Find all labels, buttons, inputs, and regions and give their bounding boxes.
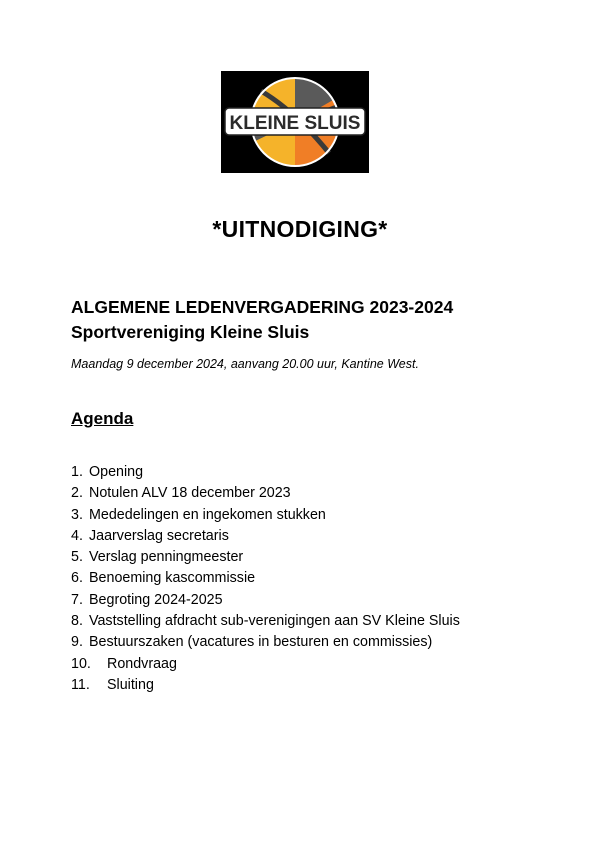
agenda-item-number: 5. (71, 549, 83, 566)
agenda-item-number: 8. (71, 613, 83, 630)
agenda-list (71, 462, 460, 696)
agenda-item-number: 10. (71, 655, 91, 672)
agenda-item (71, 675, 460, 696)
agenda-item (71, 547, 460, 568)
agenda-item-number: 1. (71, 464, 83, 480)
agenda-item-number: 7. (71, 591, 83, 608)
agenda-item-number: 3. (71, 506, 83, 523)
logo-wordmark: KLEINE SLUIS (229, 113, 361, 134)
agenda-item-text: Bestuurszaken (vacatures in besturen en commissies) (89, 634, 433, 651)
agenda-item (71, 611, 460, 632)
meeting-title: ALGEMENE LEDENVERGADERING 2023-2024 (71, 297, 454, 317)
club-name: Sportvereniging Kleine Sluis (71, 322, 310, 342)
invitation-heading: *UITNODIGING* (212, 216, 388, 242)
agenda-item-text: Sluiting (107, 676, 154, 693)
agenda-item (71, 526, 460, 547)
agenda-item-text: Jaarverslag secretaris (89, 527, 229, 544)
agenda-item-number: 4. (71, 527, 83, 544)
agenda-item-number: 6. (71, 570, 83, 587)
agenda-item (71, 462, 460, 483)
agenda-item-text: Vaststelling afdracht sub-verenigingen aan SV Kleine Sluis (89, 613, 460, 630)
agenda-item (71, 568, 460, 589)
agenda-item (71, 483, 460, 504)
agenda-item-number: 2. (71, 485, 83, 502)
agenda-item (71, 590, 460, 611)
agenda-title: Agenda (71, 409, 134, 428)
agenda-item-text: Verslag penningmeester (89, 549, 244, 566)
club-logo (221, 71, 369, 173)
agenda-item-text: Opening (89, 464, 144, 480)
agenda-item-text: Mededelingen en ingekomen stukken (89, 506, 326, 523)
agenda-item (71, 654, 460, 675)
agenda-item-number: 9. (71, 634, 83, 651)
agenda-item-number: 11. (71, 676, 90, 693)
agenda-item (71, 505, 460, 526)
agenda-item-text: Benoeming kascommissie (89, 570, 256, 587)
meeting-date-line: Maandag 9 december 2024, aanvang 20.00 uur, Kantine West. (71, 357, 419, 371)
agenda-item-text: Begroting 2024-2025 (89, 591, 223, 608)
agenda-item-text: Notulen ALV 18 december 2023 (89, 485, 291, 502)
agenda-item-text: Rondvraag (107, 655, 177, 672)
agenda-item (71, 632, 460, 653)
